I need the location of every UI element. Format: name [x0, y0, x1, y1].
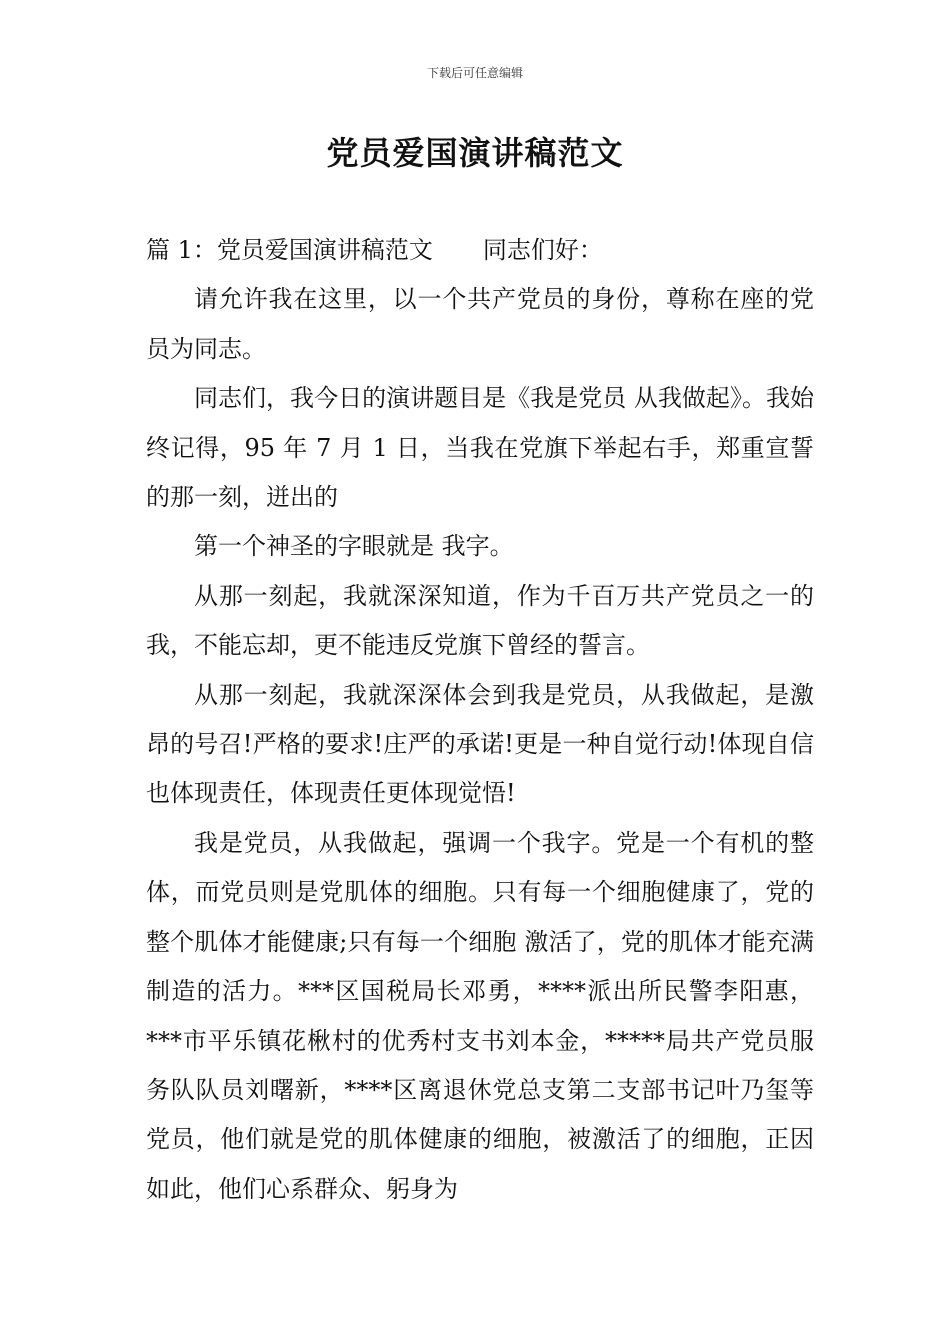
paragraph: 同志们，我今日的演讲题目是《我是党员 从我做起》。我始终记得，95 年 7 月 1 日，当我在党旗下举起右手，郑重宣誓的那一刻，迸出的	[146, 384, 814, 512]
section-heading-line	[146, 226, 814, 275]
document-body	[146, 226, 814, 1214]
header-note: 下载后可任意编辑	[426, 66, 523, 80]
document-title: 党员爱国演讲稿范文	[326, 134, 624, 172]
paragraph: 我是党员，从我做起，强调一个我字。党是一个有机的整体，而党员则是党肌体的细胞。只有每一个细胞健康了，党的整个肌体才能健康;只有每一个细胞 激活了，党的肌体才能充满制造的活力。***区国税局长邓勇，****派出所民警李阳惠，***市平乐镇花楸村的优秀村支书刘本金，*****局共产党员服务队队员刘曙新，****区离退休党总支第二支部书记叶乃玺等党员，他们就是党的肌体健康的细胞，被激活了的细胞，正因如此，他们心系群众、躬身为	[146, 828, 814, 1203]
section-label: 篇 1：党员爱国演讲稿范文	[146, 236, 433, 264]
paragraph: 第一个神圣的字眼就是 我字。	[194, 532, 514, 561]
paragraph: 从那一刻起，我就深深知道，作为千百万共产党员之一的我，不能忘却，更不能违反党旗下曾经的誓言。	[146, 581, 814, 660]
paragraph: 从那一刻起，我就深深体会到我是党员，从我做起，是激昂的号召!严格的要求!庄严的承诺!更是一种自觉行动!体现自信也体现责任，体现责任更体现觉悟!	[146, 680, 814, 808]
greeting: 同志们好：	[482, 236, 603, 264]
paragraph: 请允许我在这里，以一个共产党员的身份，尊称在座的党员为同志。	[146, 285, 814, 363]
